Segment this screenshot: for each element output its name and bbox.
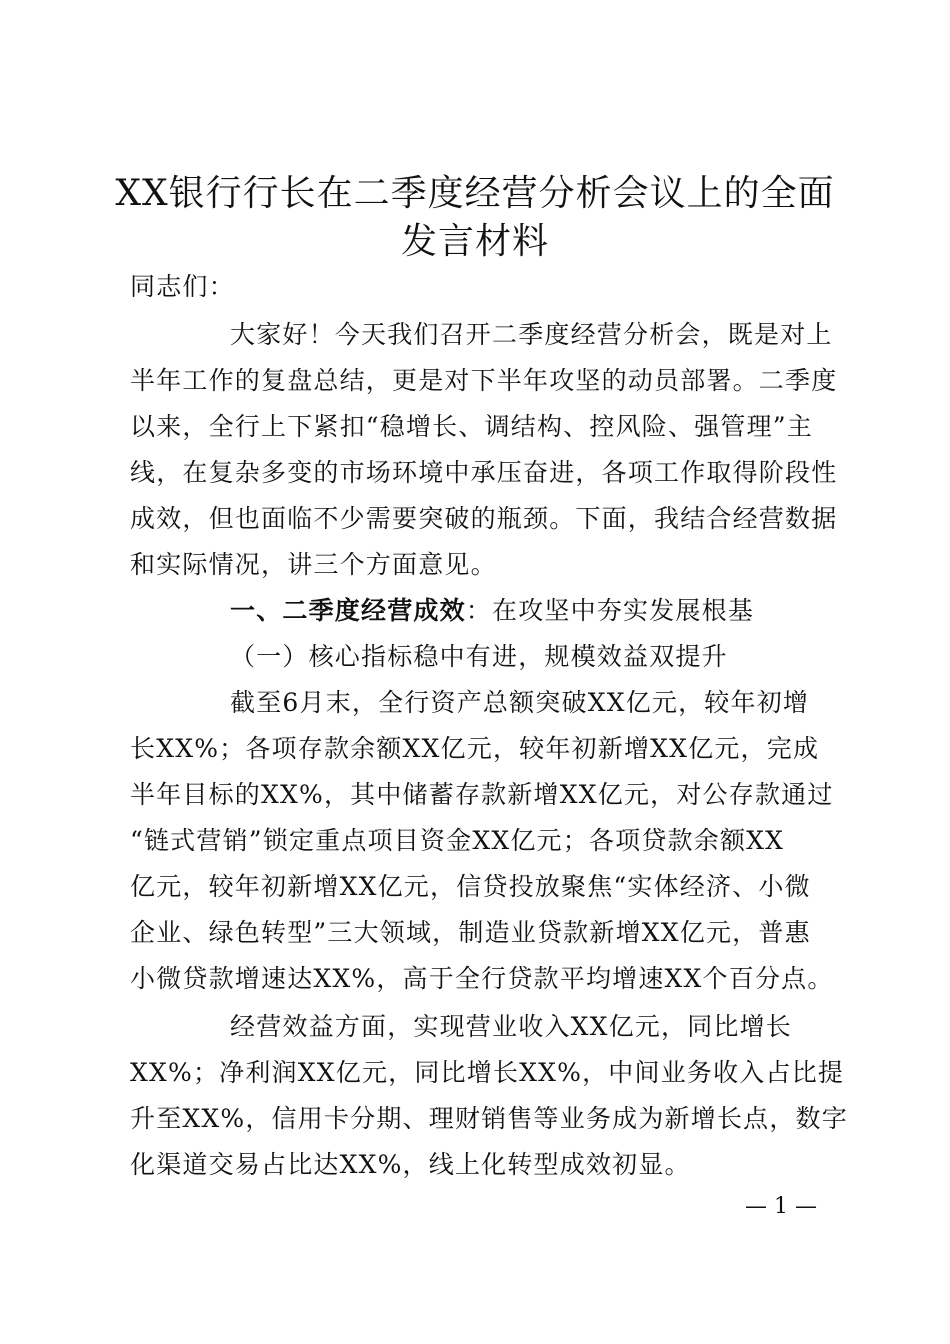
paragraph-3-line-4: 化渠道交易占比达XX%，线上化转型成效初显。: [130, 1150, 691, 1179]
document-title-line-1: XX银行行长在二季度经营分析会议上的全面: [115, 173, 835, 214]
paragraph-2-line-5: 亿元，较年初新增XX亿元，信贷投放聚焦“实体经济、小微: [130, 872, 811, 901]
subsection-heading-1: （一）核心指标稳中有进，规模效益双提升: [230, 642, 728, 671]
paragraph-2-line-1: 截至6月末，全行资产总额突破XX亿元，较年初增: [230, 688, 810, 717]
section-heading-1: [230, 594, 830, 628]
paragraph-3-line-2: XX%；净利润XX亿元，同比增长XX%，中间业务收入占比提: [130, 1058, 845, 1087]
paragraph-1-line-3: 以来，全行上下紧扣“稳增长、调结构、控风险、强管理”主: [130, 412, 813, 441]
paragraph-1-line-4: 线，在复杂多变的市场环境中承压奋进，各项工作取得阶段性: [130, 458, 838, 487]
paragraph-2-line-2: 长XX%；各项存款余额XX亿元，较年初新增XX亿元，完成: [130, 734, 820, 763]
page-number: — 1 —: [745, 1194, 817, 1219]
paragraph-2-line-4: “链式营销”锁定重点项目资金XX亿元；各项贷款余额XX: [130, 826, 785, 855]
paragraph-1-line-2: 半年工作的复盘总结，更是对下半年攻坚的动员部署。二季度: [130, 366, 838, 395]
paragraph-1-line-6: 和实际情况，讲三个方面意见。: [130, 550, 497, 579]
paragraph-1-line-1: 大家好！今天我们召开二季度经营分析会，既是对上: [230, 320, 833, 349]
section-heading-1-bold: 一、二季度经营成效: [230, 596, 466, 625]
paragraph-2-line-3: 半年目标的XX%，其中储蓄存款新增XX亿元，对公存款通过: [130, 780, 834, 809]
paragraph-3-line-3: 升至XX%，信用卡分期、理财销售等业务成为新增长点，数字: [130, 1104, 848, 1133]
salutation: 同志们：: [130, 272, 235, 301]
paragraph-1-line-5: 成效，但也面临不少需要突破的瓶颈。下面，我结合经营数据: [130, 504, 838, 533]
document-title-line-2: 发言材料: [400, 221, 549, 262]
paragraph-2-line-7: 小微贷款增速达XX%，高于全行贷款平均增速XX个百分点。: [130, 964, 834, 993]
paragraph-2-line-6: 企业、绿色转型”三大领域，制造业贷款新增XX亿元，普惠: [130, 918, 811, 947]
section-heading-1-rest: ：在攻坚中夯实发展根基: [465, 596, 755, 625]
paragraph-3-line-1: 经营效益方面，实现营业收入XX亿元，同比增长: [230, 1012, 792, 1041]
